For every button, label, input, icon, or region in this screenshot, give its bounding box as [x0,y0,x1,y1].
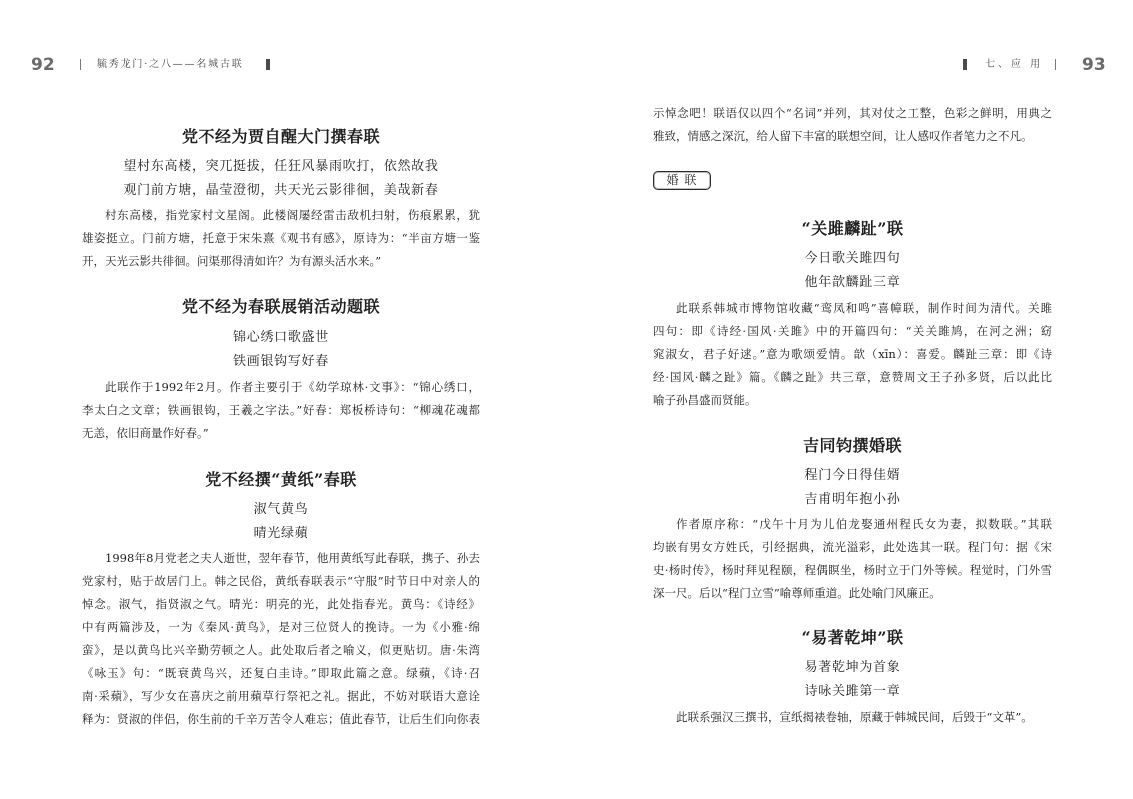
commentary-line: 史·杨时传》，杨时拜见程颐，程偶瞑坐，杨时立于门外等候。程觉时，门外雪 [653,563,1052,577]
couplet-line-upper: 程门今日得佳婿 [804,468,901,483]
couplet [653,247,1052,295]
couplet-line-lower: 诗咏关雎第一章 [804,684,901,699]
entry-title: “关雎麟趾”联 [801,219,904,238]
couplet [82,326,480,374]
commentary-line: 雄姿挺立。门前方塘，托意于宋朱熹《观书有感》，原诗为：“半亩方塘一鉴 [82,231,480,245]
commentary-line: 示悼念吧！联语仅以四个“名词”并列，其对仗之工整，色彩之鲜明，用典之 [653,106,1052,120]
commentary-line: 此联作于1992年2月。作者主要引于《幼学琼林·文事》：“锦心绣口， [105,380,480,394]
entry-title: 党不经为春联展销活动题联 [181,297,380,316]
category-tag: 婚 联 [653,171,711,190]
commentary-line: 悼念。淑气，指贤淑之气。晴光：明亮的光，此处指春光。黄鸟：《诗经》 [82,597,480,611]
commentary-line: 村东高楼，指党家村文星阁。此楼阁屡经雷击敌机扫射，伤痕累累，犹 [105,208,480,222]
couplet [82,155,480,203]
commentary [653,513,1052,605]
commentary-line: 无恙，依旧商量作好春。” [82,426,209,440]
couplet-line-lower: 观门前方塘，晶莹澄彻，共天光云影徘徊，美哉新春 [123,183,439,198]
couplet-line-upper: 望村东高楼，突兀挺拔，任狂风暴雨吹打，依然故我 [123,159,439,174]
commentary-line: 喻子孙昌盛而贤能。 [653,393,757,407]
left-page [0,0,566,799]
continued-commentary [653,102,1052,148]
commentary [653,297,1052,412]
couplet [653,464,1052,512]
commentary-line: 中有两篇涉及，一为《秦风·黄鸟》，是对三位贤人的挽诗。一为《小雅·绵 [82,620,480,634]
page-number: 92 [31,55,55,75]
commentary [82,376,480,445]
commentary-line: 四句：即《诗经·国风·关雎》中的开篇四句：“关关雎鸠，在河之洲；窈 [653,324,1052,338]
commentary-line: 党家村，贴于故居门上。韩之民俗，黄纸春联表示“守服”时节日中对亲人的 [82,574,480,588]
couplet-line-upper: 今日歌关雎四句 [804,251,901,266]
couplet-line-upper: 锦心绣口歌盛世 [233,330,329,345]
entry-title: 党不经为贾自醒大门撰春联 [181,127,380,146]
couplet [82,498,480,546]
commentary [82,547,480,731]
entry-title: 党不经撰“黄纸”春联 [205,470,357,489]
couplet-line-upper: 淑气黄鸟 [253,502,309,517]
running-head: 七、应 用 [985,59,1044,70]
page-number: 93 [1082,55,1106,75]
couplet-line-lower: 晴光绿蘋 [253,526,309,541]
commentary-line: 开，天光云影共徘徊。问渠那得清如许？为有源头活水来。” [82,254,382,268]
commentary-line: 雅致，情感之深沉，给人留下丰富的联想空间，让人感叹作者笔力之不凡。 [653,129,1033,143]
commentary-line: 深一尺。后以“程门立雪”喻尊师重道。此处喻门风廉正。 [653,586,941,600]
right-page [566,0,1133,799]
commentary-line: 此联系韩城市博物馆收藏“鸾凤和鸣”喜幛联，制作时间为清代。关雎 [676,301,1052,315]
commentary-line: 蛮》，是以黄鸟比兴辛勤劳顿之人。此处取后者之喻义，似更贴切。唐·朱湾 [82,643,480,657]
commentary-line: 释为：贤淑的伴侣，你生前的千辛万苦令人难忘；值此春节，让后生们向你表 [82,712,480,726]
commentary-line: 窕淑女，君子好逑。”意为歌颂爱情。歆（xīn）：喜爱。麟趾三章：即《诗 [653,347,1052,361]
commentary [653,706,1052,729]
commentary-line: 作者原序称：“戊午十月为儿伯龙娶通州程氏女为妻，拟数联。”其联 [676,517,1052,531]
commentary-line: 李太白之文章；铁画银钩，王羲之字法。”好春：郑板桥诗句：“柳魂花魂都 [82,403,480,417]
couplet-line-lower: 铁画银钩写好春 [233,354,329,369]
header-marker [266,59,270,70]
commentary-line: 1998年8月党老之夫人逝世，翌年春节，他用黄纸写此春联，携子、孙去 [105,551,480,565]
commentary-line: 南·采蘋》，写少女在喜庆之前用蘋草行祭祀之礼。据此，不妨对联语大意诠 [82,689,480,703]
commentary-line: 均嵌有男女方姓氏，引经据典，流光溢彩，此处选其一联。程门句：据《宋 [653,540,1052,554]
couplet-line-lower: 吉甫明年抱小孙 [804,492,901,507]
header-marker [963,59,967,70]
running-head: 毓秀龙门·之八——名城古联 [97,59,244,70]
entry-title: “易著乾坤”联 [801,628,904,647]
commentary [82,204,480,273]
couplet-line-lower: 他年歆麟趾三章 [804,275,901,290]
entry-title: 吉同钧撰婚联 [802,436,902,455]
header-divider [80,59,81,70]
commentary-line: 《咏玉》句：“既衰黄鸟兴，还复白圭诗。”即取此篇之意。绿蘋，《诗·召 [82,666,480,680]
commentary-line: 此联系强汉三撰书，宣纸揭裱卷轴，原藏于韩城民间，后毁于“文革”。 [676,710,1033,724]
commentary-line: 经·国风·麟之趾》篇。《麟之趾》共三章，意赞周文王子孙多贤，后以此比 [653,370,1052,384]
couplet [653,656,1052,704]
header-divider [1055,59,1056,70]
couplet-line-upper: 易著乾坤为首象 [804,660,901,675]
